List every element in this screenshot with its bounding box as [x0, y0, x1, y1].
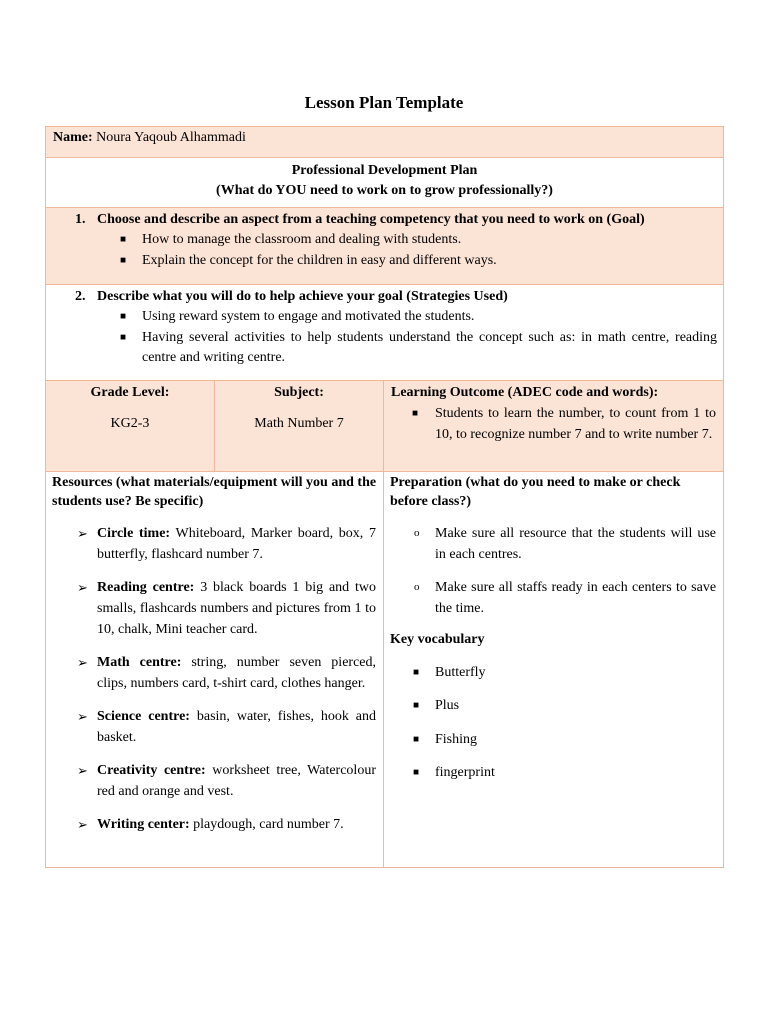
document-title: Lesson Plan Template [304, 93, 464, 112]
resources-list [46, 523, 383, 835]
name-label: Name: [53, 130, 93, 145]
subject-value: Math Number 7 [254, 416, 344, 431]
outcome-cell [384, 381, 724, 472]
list-item: ➢ Circle time: Whiteboard, Marker board, box, 7 butterfly, flashcard number 7. [46, 523, 383, 565]
lesson-plan-table [45, 126, 724, 868]
outcome-label: Learning Outcome (ADEC code and words): [391, 385, 659, 400]
pdp-title: Professional Development Plan [291, 163, 478, 178]
list-item: ➢ Math centre: string, number seven pierced, clips, numbers card, t-shirt card, clothes hanger. [46, 652, 383, 694]
square-bullet-icon: ■ [120, 311, 127, 322]
circle-bullet-icon: o [414, 581, 420, 593]
goal-heading: 1. Choose and describe an aspect from a teaching competency that you need to work on (Goal) [75, 212, 645, 227]
list-item: ■ How to manage the classroom and dealing with students. [46, 230, 723, 251]
resources-heading: Resources (what materials/equipment will you and the students use? Be specific) [52, 475, 377, 509]
list-item: ■ Fishing [384, 729, 723, 750]
arrow-bullet-icon: ➢ [77, 763, 88, 778]
arrow-bullet-icon: ➢ [77, 580, 88, 595]
preparation-heading: Preparation (what do you need to make or check before class?) [390, 475, 681, 509]
square-bullet-icon: ■ [120, 254, 127, 266]
list-item: o Make sure all resource that the students will use in each centres. [384, 523, 723, 565]
list-item: ■ fingerprint [384, 762, 723, 783]
grade-label: Grade Level: [90, 385, 170, 400]
arrow-bullet-icon: ➢ [77, 655, 88, 670]
goal-row [46, 208, 724, 285]
list-item: ■ Butterfly [384, 662, 723, 683]
square-bullet-icon: ■ [413, 700, 420, 711]
list-item: ■ Having several activities to help students understand the concept such as: in math centre, reading centre and writing centre. [120, 329, 718, 365]
arrow-bullet-icon: ➢ [77, 709, 88, 724]
list-item: ➢ Science centre: basin, water, fishes, hook and basket. [46, 706, 383, 748]
list-item: o Make sure all staffs ready in each centers to save the time. [384, 577, 723, 619]
vocabulary-heading: Key vocabulary [390, 632, 485, 647]
strategies-list [46, 307, 723, 369]
list-item: ■ Using reward system to engage and motivated the students. [46, 307, 723, 328]
strategies-row [46, 285, 724, 381]
subject-label: Subject: [274, 385, 324, 400]
arrow-bullet-icon: ➢ [77, 526, 88, 541]
outcome-list [384, 403, 723, 445]
name-value: Noura Yaqoub Alhammadi [96, 130, 246, 145]
list-item: ■ Plus [384, 695, 723, 716]
list-item: ➢ Writing center: playdough, card number 7. [46, 814, 383, 835]
grade-value: KG2-3 [110, 416, 150, 431]
name-row [46, 127, 724, 158]
subject-cell [215, 381, 384, 472]
list-item: ■ Students to learn the number, to count from 1 to 10, to recognize number 7 and to write number 7. [384, 403, 723, 445]
vocabulary-list [384, 662, 723, 783]
preparation-list [384, 523, 723, 619]
pdp-row [46, 158, 724, 208]
square-bullet-icon: ■ [413, 767, 420, 778]
list-item: ➢ Reading centre: 3 black boards 1 big and two smalls, flashcards numbers and pictures from 1 to 10, chalk, Mini teacher card. [46, 577, 383, 640]
square-bullet-icon: ■ [120, 234, 127, 245]
pdp-subtitle: (What do YOU need to work on to grow professionally?) [216, 183, 553, 198]
square-bullet-icon: ■ [413, 667, 420, 678]
square-bullet-icon: ■ [120, 331, 127, 343]
square-bullet-icon: ■ [412, 408, 419, 419]
resources-cell [46, 472, 384, 868]
arrow-bullet-icon: ➢ [77, 817, 88, 832]
goal-list [46, 230, 723, 271]
grade-cell [46, 381, 215, 472]
list-item: ➢ Creativity centre: worksheet tree, Watercolour red and orange and vest. [46, 760, 383, 802]
circle-bullet-icon: o [414, 527, 420, 539]
list-item: ■ Explain the concept for the children in easy and different ways. [46, 251, 723, 272]
square-bullet-icon: ■ [413, 734, 420, 745]
preparation-cell [384, 472, 724, 868]
strategies-heading: 2. Describe what you will do to help achieve your goal (Strategies Used) [75, 289, 508, 304]
